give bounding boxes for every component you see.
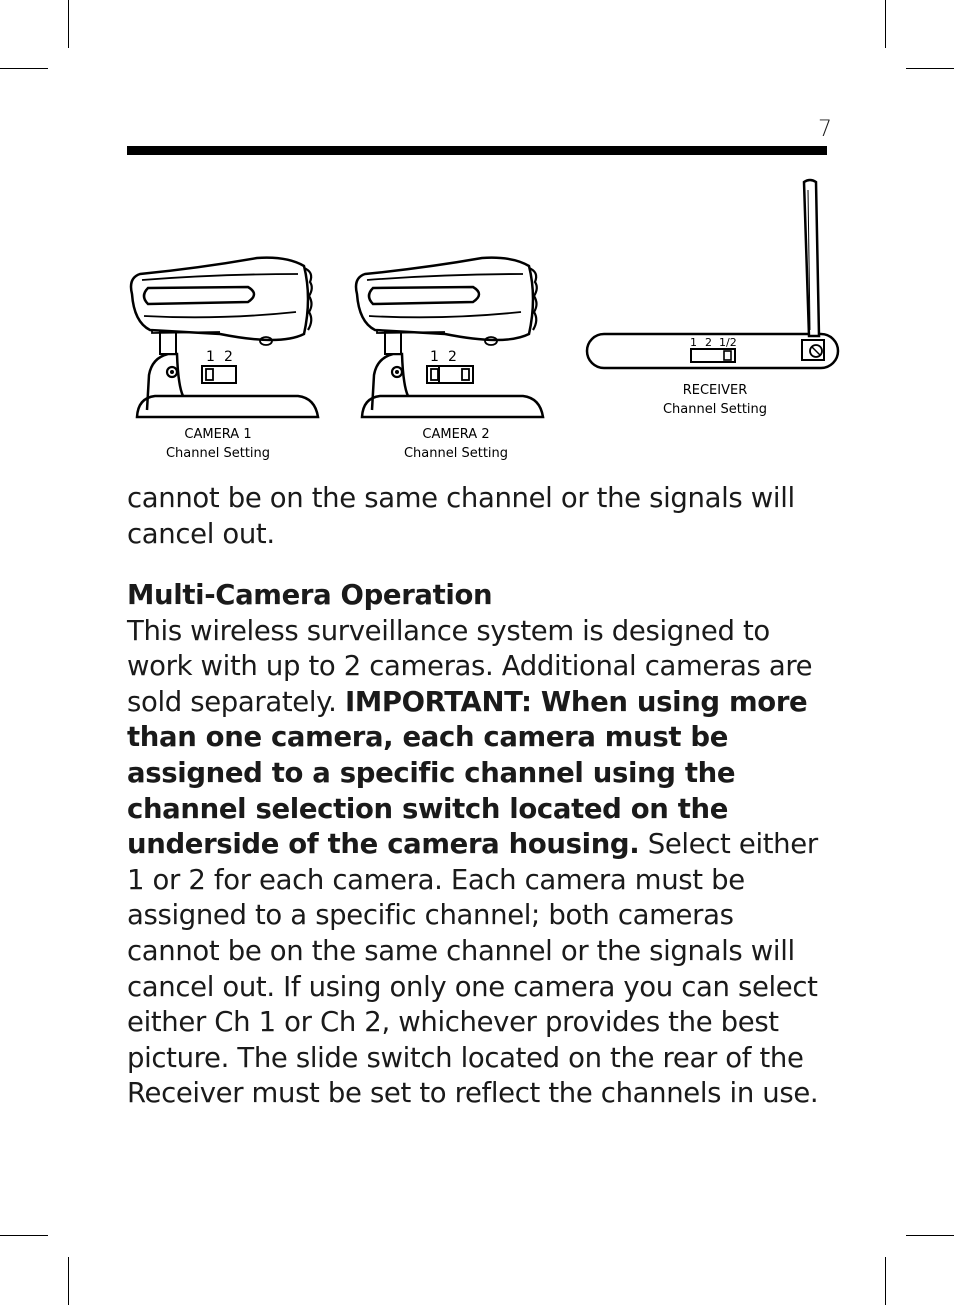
- header-rule: [127, 146, 827, 155]
- multi-camera-section: [127, 578, 833, 1112]
- camera-2-illustration: [356, 258, 543, 417]
- receiver-caption-title: RECEIVER: [682, 383, 748, 398]
- camera-1-caption-sub: Channel Setting: [165, 446, 271, 461]
- important-text: IMPORTANT: When using more than one camera, each camera must be assigned to a specific channel using the channel selection switch located on the underside of the camera housing.: [127, 685, 808, 861]
- receiver-switch-label-12: 1/2: [719, 336, 737, 349]
- crop-mark: [885, 0, 886, 48]
- continued-paragraph: [127, 481, 833, 552]
- intro-text: This wireless surveillance system is designed to work with up to 2 cameras. Additional cameras are sold separately.: [127, 614, 813, 718]
- camera-1-switch-label-2: 2: [224, 349, 233, 365]
- camera-2-switch-label-1: 1: [430, 349, 439, 365]
- rest-text: Select either 1 or 2 for each camera. Each camera must be assigned to a specific channel; both cameras cannot be on the same channel or the signals will cancel out. If using only one camera you can select either Ch 1 or Ch 2, whichever provides the best picture. The slide switch located on the rear of the Receiver must be set to reflect the channels in use.: [127, 828, 819, 1110]
- crop-mark: [68, 1257, 69, 1305]
- crop-mark: [906, 1235, 954, 1236]
- camera-2-caption-title: CAMERA 2: [422, 427, 490, 442]
- crop-mark: [68, 0, 69, 48]
- camera-1-switch-label-1: 1: [206, 349, 215, 365]
- receiver-illustration: [587, 180, 838, 368]
- crop-mark: [906, 68, 954, 69]
- camera-1-caption-title: CAMERA 1: [184, 427, 252, 442]
- camera-1-illustration: [131, 258, 318, 417]
- section-body: [127, 614, 833, 1112]
- section-heading: Multi-Camera Operation: [127, 579, 493, 611]
- channel-setting-figure: [120, 170, 850, 470]
- receiver-caption-sub: Channel Setting: [662, 402, 768, 417]
- page-number: 7: [818, 117, 832, 142]
- camera-2-switch-label-2: 2: [448, 349, 457, 365]
- crop-mark: [0, 1235, 48, 1236]
- crop-mark: [885, 1257, 886, 1305]
- receiver-switch-label-2: 2: [705, 336, 712, 349]
- receiver-switch-label-1: 1: [690, 336, 697, 349]
- camera-2-caption-sub: Channel Setting: [403, 446, 509, 461]
- continued-text: cannot be on the same channel or the signals will cancel out.: [127, 482, 795, 550]
- crop-mark: [0, 68, 48, 69]
